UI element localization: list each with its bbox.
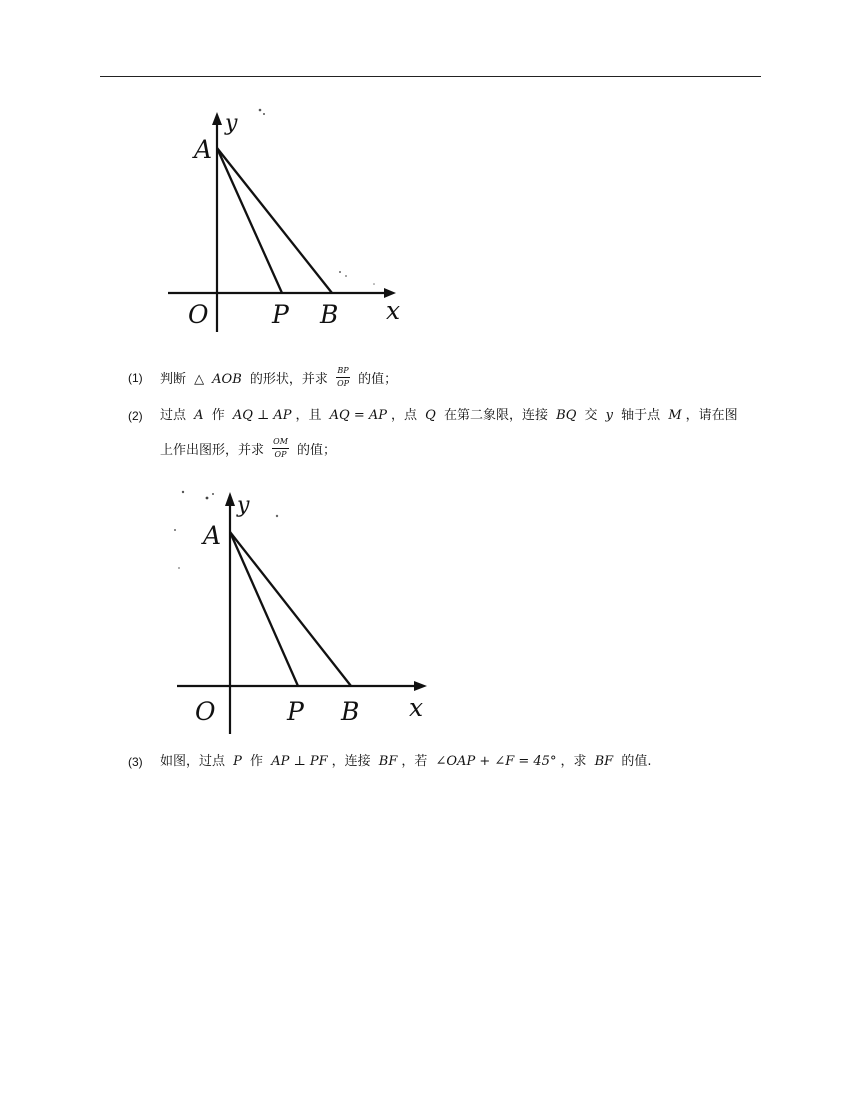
q3-math-angle: ∠OAP + ∠F = 45° bbox=[435, 754, 557, 769]
q2-math-perp: AQ ⊥ AP bbox=[232, 408, 292, 423]
q1-math-aob: AOB bbox=[212, 372, 242, 387]
y-axis-arrow bbox=[225, 492, 235, 506]
q1-frac-denominator: OP bbox=[337, 379, 350, 388]
segment-AB bbox=[217, 148, 332, 293]
label-A: A bbox=[203, 521, 222, 550]
figure-1-svg bbox=[160, 100, 420, 340]
q2-frac-denominator: OP bbox=[274, 450, 287, 459]
label-B: B bbox=[341, 697, 360, 726]
label-O: O bbox=[188, 300, 209, 329]
question-3-body bbox=[160, 752, 762, 790]
label-x: x bbox=[409, 693, 424, 722]
q3-math-perp: AP ⊥ PF bbox=[271, 754, 328, 769]
label-B: B bbox=[320, 300, 339, 329]
segment-AP bbox=[230, 532, 298, 686]
q2-text-9: 上作出图形，并求 bbox=[160, 443, 265, 458]
q2-text-3: ，且 bbox=[295, 408, 322, 423]
q2-math-y: y bbox=[605, 408, 614, 423]
question-1-number: (1) bbox=[128, 371, 143, 385]
label-P: P bbox=[287, 697, 304, 726]
question-1-body bbox=[160, 368, 762, 406]
q2-fraction bbox=[272, 437, 289, 460]
q2-text-10: 的值； bbox=[297, 443, 337, 458]
q2-math-q: Q bbox=[425, 408, 436, 423]
q2-text-6: 交 bbox=[584, 408, 598, 423]
label-O: O bbox=[195, 697, 216, 726]
question-1 bbox=[128, 368, 768, 392]
coordinate-figure-2 bbox=[165, 480, 440, 738]
q3-text-3: ，连接 bbox=[331, 754, 371, 769]
q2-text-1: 过点 bbox=[160, 408, 187, 423]
label-y: y bbox=[225, 111, 238, 136]
q3-text-5: ，求 bbox=[560, 754, 587, 769]
q2-math-a: A bbox=[194, 408, 204, 423]
q3-text-1: 如图，过点 bbox=[160, 754, 226, 769]
q2-text-7: 轴于点 bbox=[621, 408, 661, 423]
q3-text-6: 的值. bbox=[621, 754, 652, 769]
coordinate-figure-1 bbox=[160, 100, 420, 340]
q3-text-2: 作 bbox=[250, 754, 264, 769]
y-axis-arrow bbox=[212, 112, 222, 125]
q2-math-bq: BQ bbox=[556, 408, 577, 423]
q2-frac-numerator: OM bbox=[272, 437, 289, 449]
header-rule bbox=[100, 76, 761, 77]
q3-math-bf-2: BF bbox=[594, 754, 614, 769]
q3-text-4: ，若 bbox=[401, 754, 428, 769]
figure-2-svg bbox=[165, 480, 440, 738]
q3-math-bf-1: BF bbox=[378, 754, 398, 769]
q1-triangle-symbol: △ bbox=[194, 372, 205, 387]
q3-math-p: P bbox=[233, 754, 242, 769]
q1-text-3: 的值； bbox=[358, 372, 398, 387]
label-A: A bbox=[194, 135, 213, 164]
segment-AB bbox=[230, 532, 351, 686]
question-2 bbox=[128, 406, 768, 466]
q1-fraction bbox=[336, 366, 350, 389]
q2-math-m: M bbox=[668, 408, 682, 423]
q2-text-2: 作 bbox=[211, 408, 225, 423]
question-2-body bbox=[160, 406, 762, 477]
label-x: x bbox=[386, 296, 401, 325]
q2-text-5: 在第二象限，连接 bbox=[443, 408, 548, 423]
segment-AP bbox=[217, 148, 282, 293]
x-axis-arrow bbox=[414, 681, 427, 691]
label-y: y bbox=[237, 493, 250, 518]
q1-text-2: 的形状，并求 bbox=[249, 372, 328, 387]
q1-frac-numerator: BP bbox=[336, 366, 350, 378]
q2-math-equal: AQ = AP bbox=[329, 408, 388, 423]
question-2-number: (2) bbox=[128, 409, 143, 423]
question-3-number: (3) bbox=[128, 755, 143, 769]
q2-text-8: ，请在图 bbox=[685, 408, 738, 423]
q1-text-1: 判断 bbox=[160, 372, 187, 387]
question-3 bbox=[128, 752, 768, 776]
label-P: P bbox=[272, 300, 289, 329]
q2-text-4: ，点 bbox=[391, 408, 418, 423]
